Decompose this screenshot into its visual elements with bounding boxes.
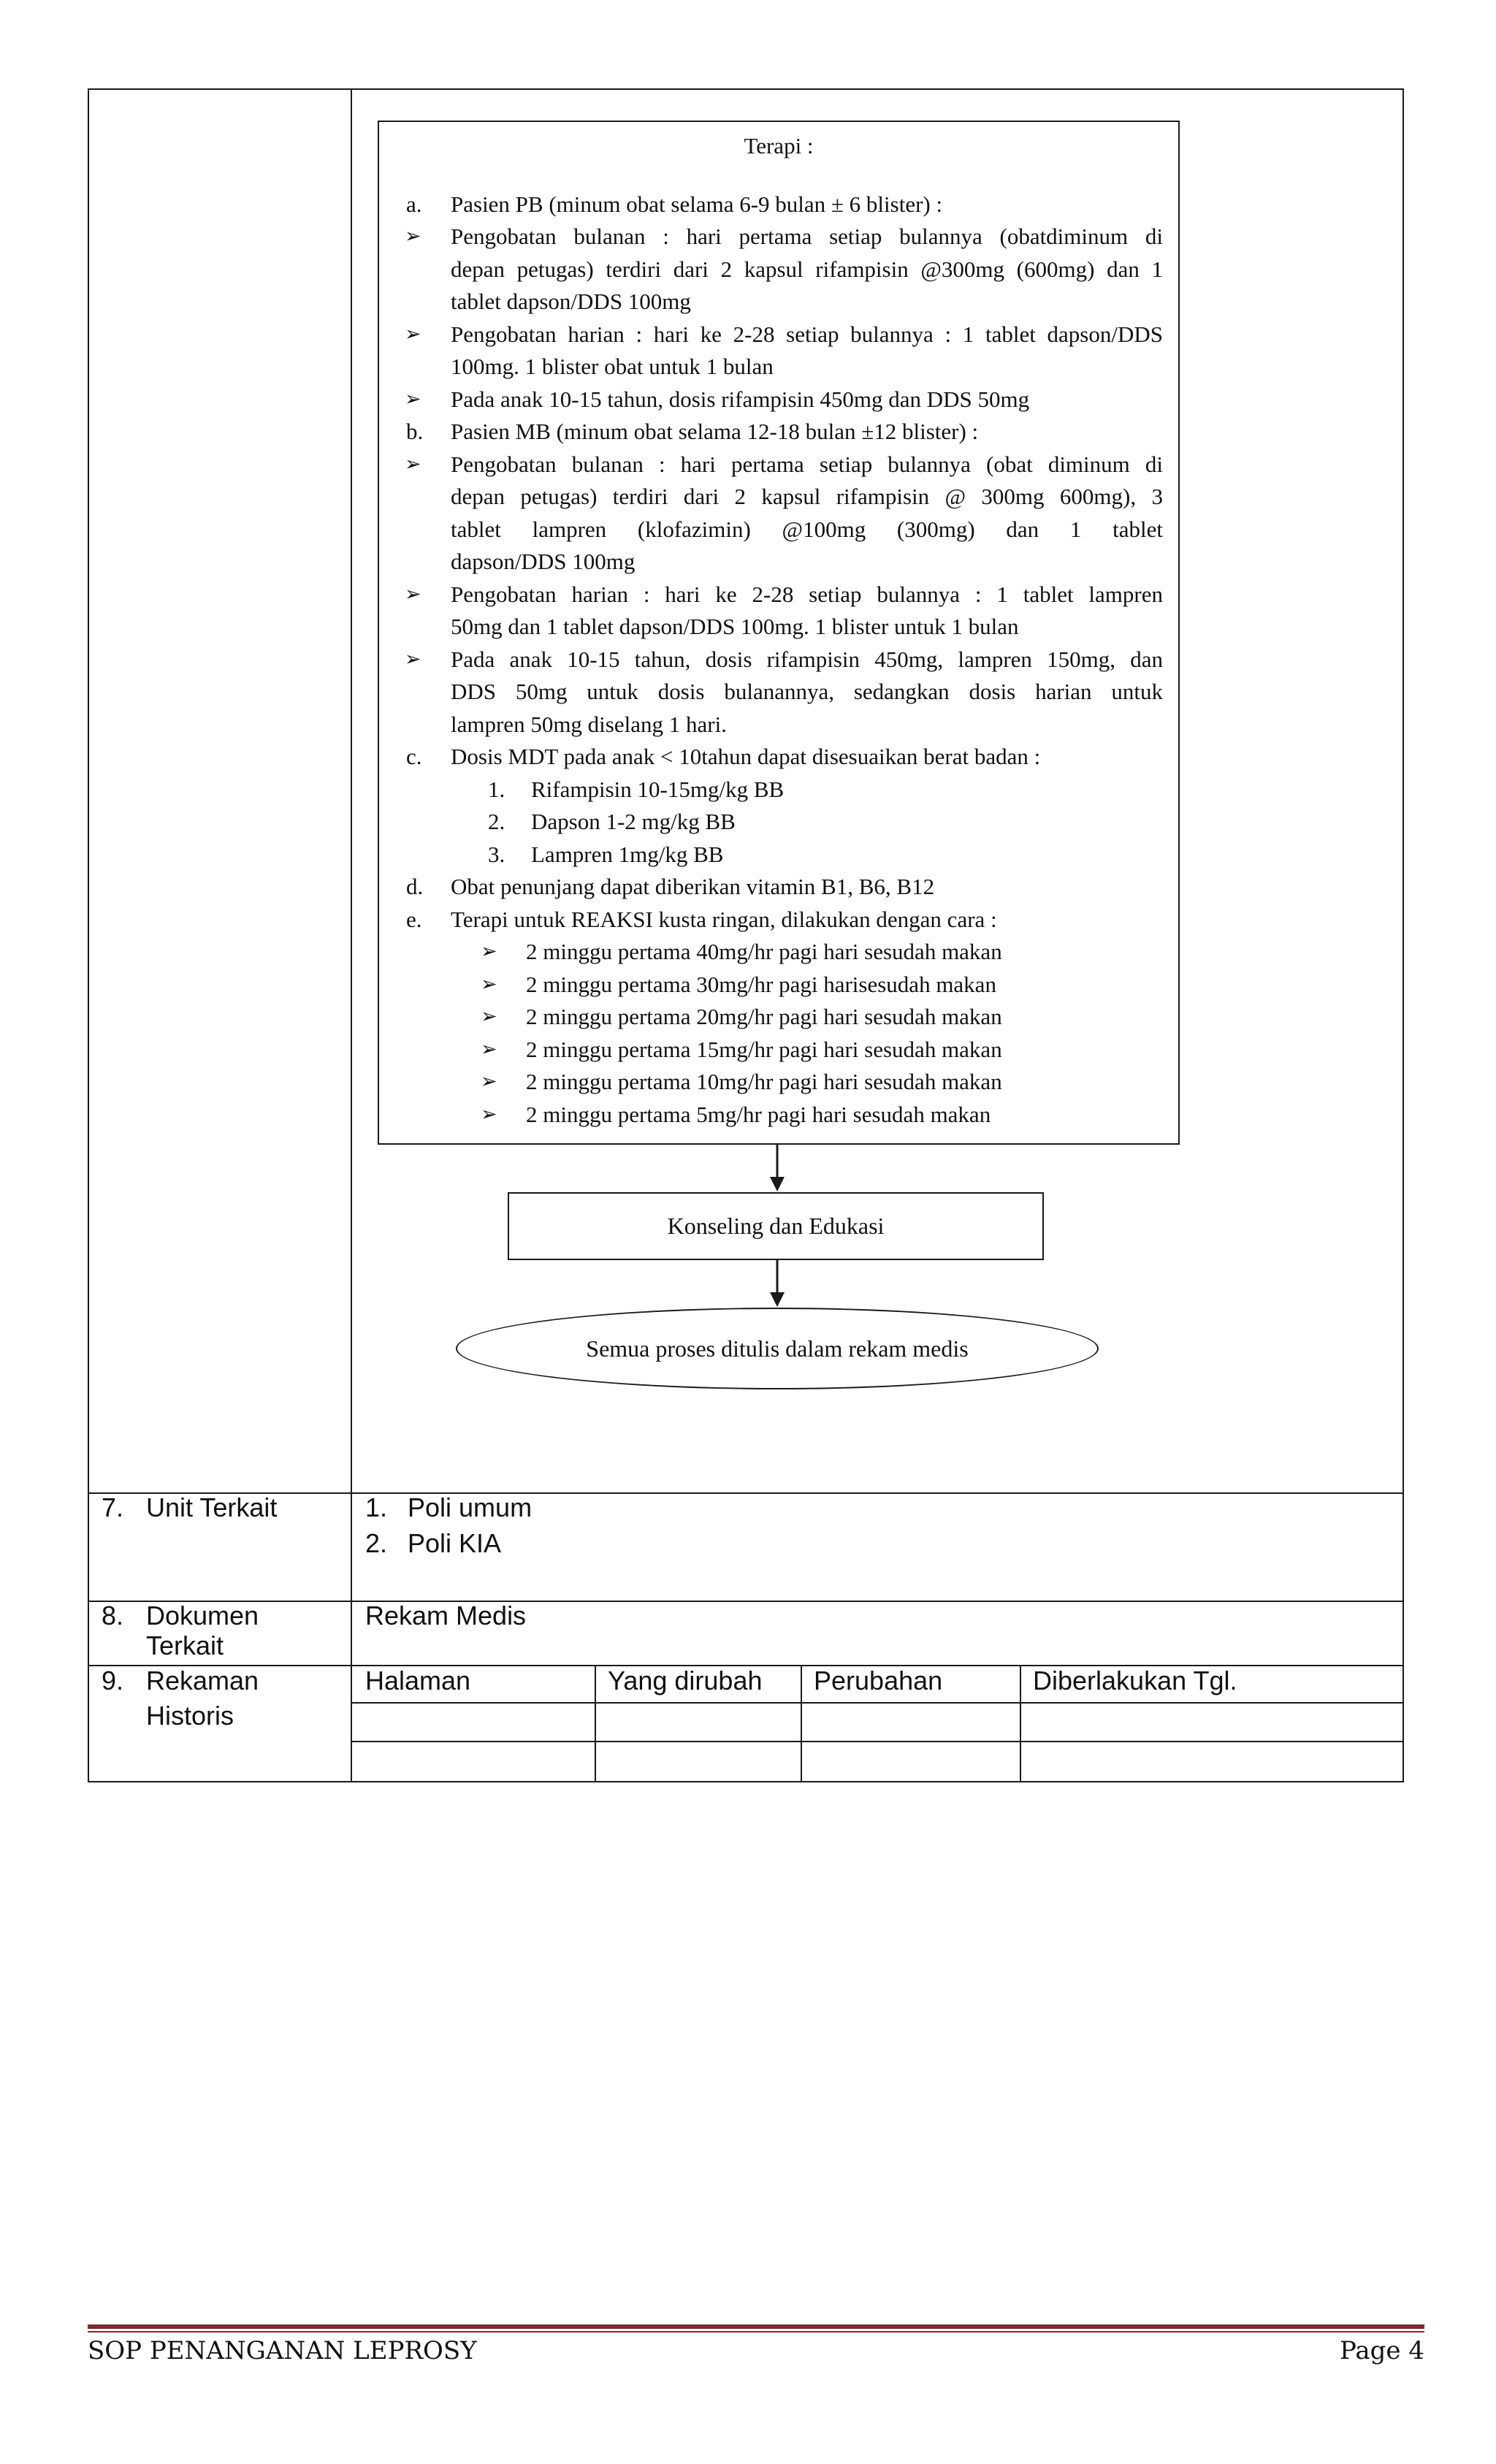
table-border-bottom [88,1781,1404,1782]
row8-label-line: Dokumen [146,1601,259,1630]
bullet-icon: ➢ [481,940,497,963]
footer-rule-thick [88,2324,1424,2329]
item-e-marker: e. [406,907,422,932]
row8-label-line: Terkait [146,1630,224,1660]
table-column-divider [351,88,352,1782]
row9-label-line: Historis [146,1701,234,1731]
item-c-marker: c. [406,744,422,769]
bullet-icon: ➢ [481,1005,497,1028]
item-b1-line: Pengobatan bulanan : hari pertama setiap bulannya (obat diminum di [451,451,1163,477]
history-header: Halaman [365,1666,471,1696]
table-border-left [88,88,89,1782]
row7-label: Unit Terkait [146,1492,278,1522]
reaction-dose-item: 2 minggu pertama 30mg/hr pagi harisesudah makan [526,972,996,997]
reaction-dose-item: 2 minggu pertama 10mg/hr pagi hari sesudah makan [526,1069,1002,1094]
row8-value: Rekam Medis [365,1601,527,1630]
footer-page-number: Page 4 [1340,2336,1424,2365]
item-b3-line: lampren 50mg diselang 1 hari. [451,712,727,737]
bullet-icon: ➢ [481,973,497,996]
item-a1-line: depan petugas) terdiri dari 2 kapsul rifampisin @300mg (600mg) dan 1 [451,256,1163,282]
bullet-icon: ➢ [405,648,421,671]
item-b3-line: DDS 50mg untuk dosis bulanannya, sedangkan dosis harian untuk [451,679,1163,704]
bullet-icon: ➢ [481,1038,497,1061]
item-a2-line: Pengobatan harian : hari ke 2-28 setiap bulannya : 1 tablet dapson/DDS [451,321,1163,347]
bullet-icon: ➢ [405,453,421,476]
item-b1-line: dapson/DDS 100mg [451,549,636,574]
item-b1-line: tablet lampren (klofazimin) @100mg (300mg) dan 1 tablet [451,516,1163,542]
history-row-line-1 [351,1702,1404,1704]
item-d-marker: d. [406,874,424,899]
item-b3-line: Pada anak 10-15 tahun, dosis rifampisin 450mg, lampren 150mg, dan [451,646,1163,672]
item-c-text: Dosis MDT pada anak < 10tahun dapat disesuaikan berat badan : [451,744,1041,769]
bullet-icon: ➢ [405,225,421,248]
bullet-icon: ➢ [405,323,421,346]
rekam-medis-ellipse: Semua proses ditulis dalam rekam medis [456,1308,1099,1389]
table-border-top [88,88,1404,90]
dose-item: Dapson 1-2 mg/kg BB [531,809,736,834]
reaction-dose-item: 2 minggu pertama 5mg/hr pagi hari sesudah makan [526,1102,991,1127]
row9-label-line: Rekaman [146,1666,259,1696]
unit-number: 1. [365,1492,388,1522]
item-b2-line: Pengobatan harian : hari ke 2-28 setiap bulannya : 1 tablet lampren [451,581,1163,607]
dose-number: 1. [488,777,505,802]
reaction-dose-item: 2 minggu pertama 20mg/hr pagi hari sesudah makan [526,1004,1002,1029]
history-col-line-2 [801,1665,802,1782]
history-col-line-1 [595,1665,596,1782]
history-col-line-3 [1020,1665,1021,1782]
unit-item: Poli umum [408,1492,533,1522]
row8-number: 8. [102,1601,124,1630]
item-e-text: Terapi untuk REAKSI kusta ringan, dilakukan dengan cara : [451,907,997,932]
item-d-text: Obat penunjang dapat diberikan vitamin B1, B6, B12 [451,874,935,899]
history-header: Perubahan [814,1666,943,1696]
history-row-line-2 [351,1741,1404,1742]
item-b2-line: 50mg dan 1 tablet dapson/DDS 100mg. 1 blister untuk 1 bulan [451,614,1019,639]
reaction-dose-item: 2 minggu pertama 40mg/hr pagi hari sesudah makan [526,939,1002,964]
dose-number: 2. [488,809,505,834]
table-border-right [1402,88,1404,1782]
history-header: Yang dirubah [608,1666,763,1696]
row-divider-7 [88,1492,1404,1494]
therapy-title: Terapi : [744,133,814,159]
history-header: Diberlakukan Tgl. [1033,1666,1237,1696]
dose-number: 3. [488,842,505,867]
dose-item: Rifampisin 10-15mg/kg BB [531,777,785,802]
flow-arrow-1 [764,1145,790,1193]
bullet-icon: ➢ [481,1103,497,1126]
item-b-text: Pasien MB (minum obat selama 12-18 bulan ±12 blister) : [451,419,979,444]
item-a-marker: a. [406,191,422,217]
item-a-text: Pasien PB (minum obat selama 6-9 bulan ± 6 blister) : [451,191,943,217]
row7-number: 7. [102,1492,124,1522]
bullet-icon: ➢ [405,388,421,411]
footer-rule-thin [88,2331,1424,2333]
item-b1-line: depan petugas) terdiri dari 2 kapsul rifampisin @ 300mg 600mg), 3 [451,484,1163,509]
item-a1-line: Pengobatan bulanan : hari pertama setiap bulannya (obatdiminum di [451,224,1163,249]
row-divider-8 [88,1601,1404,1602]
footer-document-title: SOP PENANGANAN LEPROSY [88,2336,477,2365]
row9-number: 9. [102,1666,124,1696]
unit-item: Poli KIA [408,1528,502,1558]
item-a3-line: Pada anak 10-15 tahun, dosis rifampisin 450mg dan DDS 50mg [451,386,1030,412]
item-a2-line: 100mg. 1 blister obat untuk 1 bulan [451,354,774,379]
dose-item: Lampren 1mg/kg BB [531,842,724,867]
bullet-icon: ➢ [405,583,421,606]
reaction-dose-item: 2 minggu pertama 15mg/hr pagi hari sesudah makan [526,1037,1002,1062]
konseling-box: Konseling dan Edukasi [508,1192,1044,1260]
item-a1-line: tablet dapson/DDS 100mg [451,289,691,314]
flow-arrow-2 [764,1260,790,1308]
item-b-marker: b. [406,419,424,444]
unit-number: 2. [365,1528,388,1558]
bullet-icon: ➢ [481,1070,497,1093]
